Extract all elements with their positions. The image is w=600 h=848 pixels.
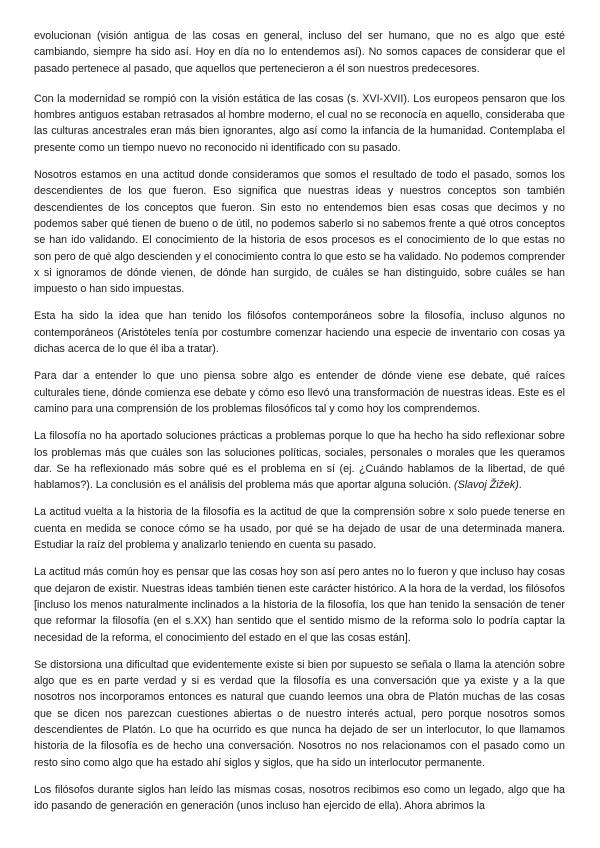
paragraph-8: La actitud más común hoy es pensar que las cosas hoy son así pero antes no lo fueron y que incluso hay cosas que dejaron de existir. Nuestras ideas también tienen este carácter histórico. A la hora de la verdad, los filósofos [incluso los menos naturalmente inclinados a la historia de la filosofía, los que han tenido la sensación de tener que reformar la filosofía (en el s.XX) han sentido que el sentido mismo de la reforma solo lo podría captar la necesidad de la reforma, el conocimiento del estado en el que las cosas están]. — [34, 566, 565, 644]
paragraph-9: Se distorsiona una dificultad que evidentemente existe si bien por supuesto se señala o llama la atención sobre algo que es en parte verdad y si es verdad que la filosofía es una conversación que ya existe y a la que nosotros nos incorporamos entonces es natural que cuando leemos una obra de Platón muchas de las cosas que se dicen nos parezcan cuestiones abiertas o de nuestro interés actual, pero porque nosotros somos descendientes de Platón. Lo que ha ocurrido es que nunca ha dejado de ser un interlocutor, lo que llamamos historia de la filosofía es de hecho una conversación. Nosotros no nos relacionamos con el pasado como un resto sino como algo que ha estado ahí siglos y siglos, que ha sido un interlocutor permanente. — [34, 658, 565, 769]
paragraph-1: evolucionan (visión antigua de las cosas en general, incluso del ser humano, que no es algo que esté cambiando, siempre ha sido así. Hoy en día no lo entendemos así). No somos capaces de considerar que el pasado pertenece al pasado, que aquellos que pertenecieron a él son nuestros predecesores. — [34, 30, 565, 75]
paragraph-2: Con la modernidad se rompió con la visión estática de las cosas (s. XVI-XVII). Los europeos pensaron que los hombres antiguos estaban retrasados al hombre moderno, el cual no se reconocía en aquello, consideraba que las culturas ancestrales eran más bien ignorantes, algo así como la infancia de la humanidad. Contemplaba el presente como un tiempo nuevo no reconocido ni identificado con su pasado. — [34, 92, 565, 154]
paragraph-10: Los filósofos durante siglos han leído las mismas cosas, nosotros recibimos eso como un legado, algo que ha ido pasando de generación en generación (unos incluso han ejercido de ella). Ahora abrimos la — [34, 783, 565, 813]
paragraph-4: Esta ha sido la idea que han tenido los filósofos contemporáneos sobre la filosofía, incluso algunos no contemporáneos (Aristóteles tenía por costumbre comenzar haciendo una especie de inventario con cosas ya dichas acerca de lo que él iba a tratar). — [34, 310, 565, 356]
paragraph-6 — [34, 428, 565, 493]
paragraph-7: La actitud vuelta a la historia de la filosofía es la actitud de que la comprensión sobre x solo puede tenerse en cuenta en medida se conoce cómo se ha usado, por qué se ha dejado de usar de una determinada manera. Estudiar la raíz del problema y analizarlo teniendo en cuenta su pasado. — [34, 506, 565, 552]
paragraph-6-end: . — [518, 479, 522, 492]
citation-zizek: (Slavoj Žižek) — [454, 479, 519, 492]
paragraph-3: Nosotros estamos en una actitud donde consideramos que somos el resultado de todo el pasado, somos los descendientes de los que fueron. Eso significa que nuestras ideas y nuestros conceptos son también descendientes de los conceptos que fueron. Sin esto no entendemos bien esas cosas que decimos y no podemos saber qué tienen de bueno o de útil, no podemos saberlo si no sabemos frente a qué otros conceptos se han ido validando. El conocimiento de la historia de esos procesos es el conocimiento de lo que estas no son pero de qué algo descienden y el conocimiento contra lo que esto se ha validado. No podemos comprender x si ignoramos de dónde vienen, de dónde han surgido, de cuáles se han distinguido, sobre cuáles se han impuesto o han sido impuestas. — [34, 169, 565, 296]
paragraph-6-text: La filosofía no ha aportado soluciones prácticas a problemas porque lo que ha hecho ha sido reflexionar sobre los problemas más que cuáles son las soluciones políticas, sociales, personales o morales que les queramos dar. Se ha reflexionado más sobre qué es el problema en sí (ej. ¿Cuándo hablamos de la libertad, de qué hablamos?). La conclusión es el análisis del problema más que aportar alguna solución. — [34, 430, 565, 492]
paragraph-5: Para dar a entender lo que uno piensa sobre algo es entender de dónde viene ese debate, qué raíces culturales tiene, dónde comienza ese debate y cómo eso llevó una transformación de nuestras ideas. Este es el camino para una comprensión de los problemas filosóficos tal y como hoy los comprendemos. — [34, 370, 565, 415]
document-page — [34, 28, 565, 825]
